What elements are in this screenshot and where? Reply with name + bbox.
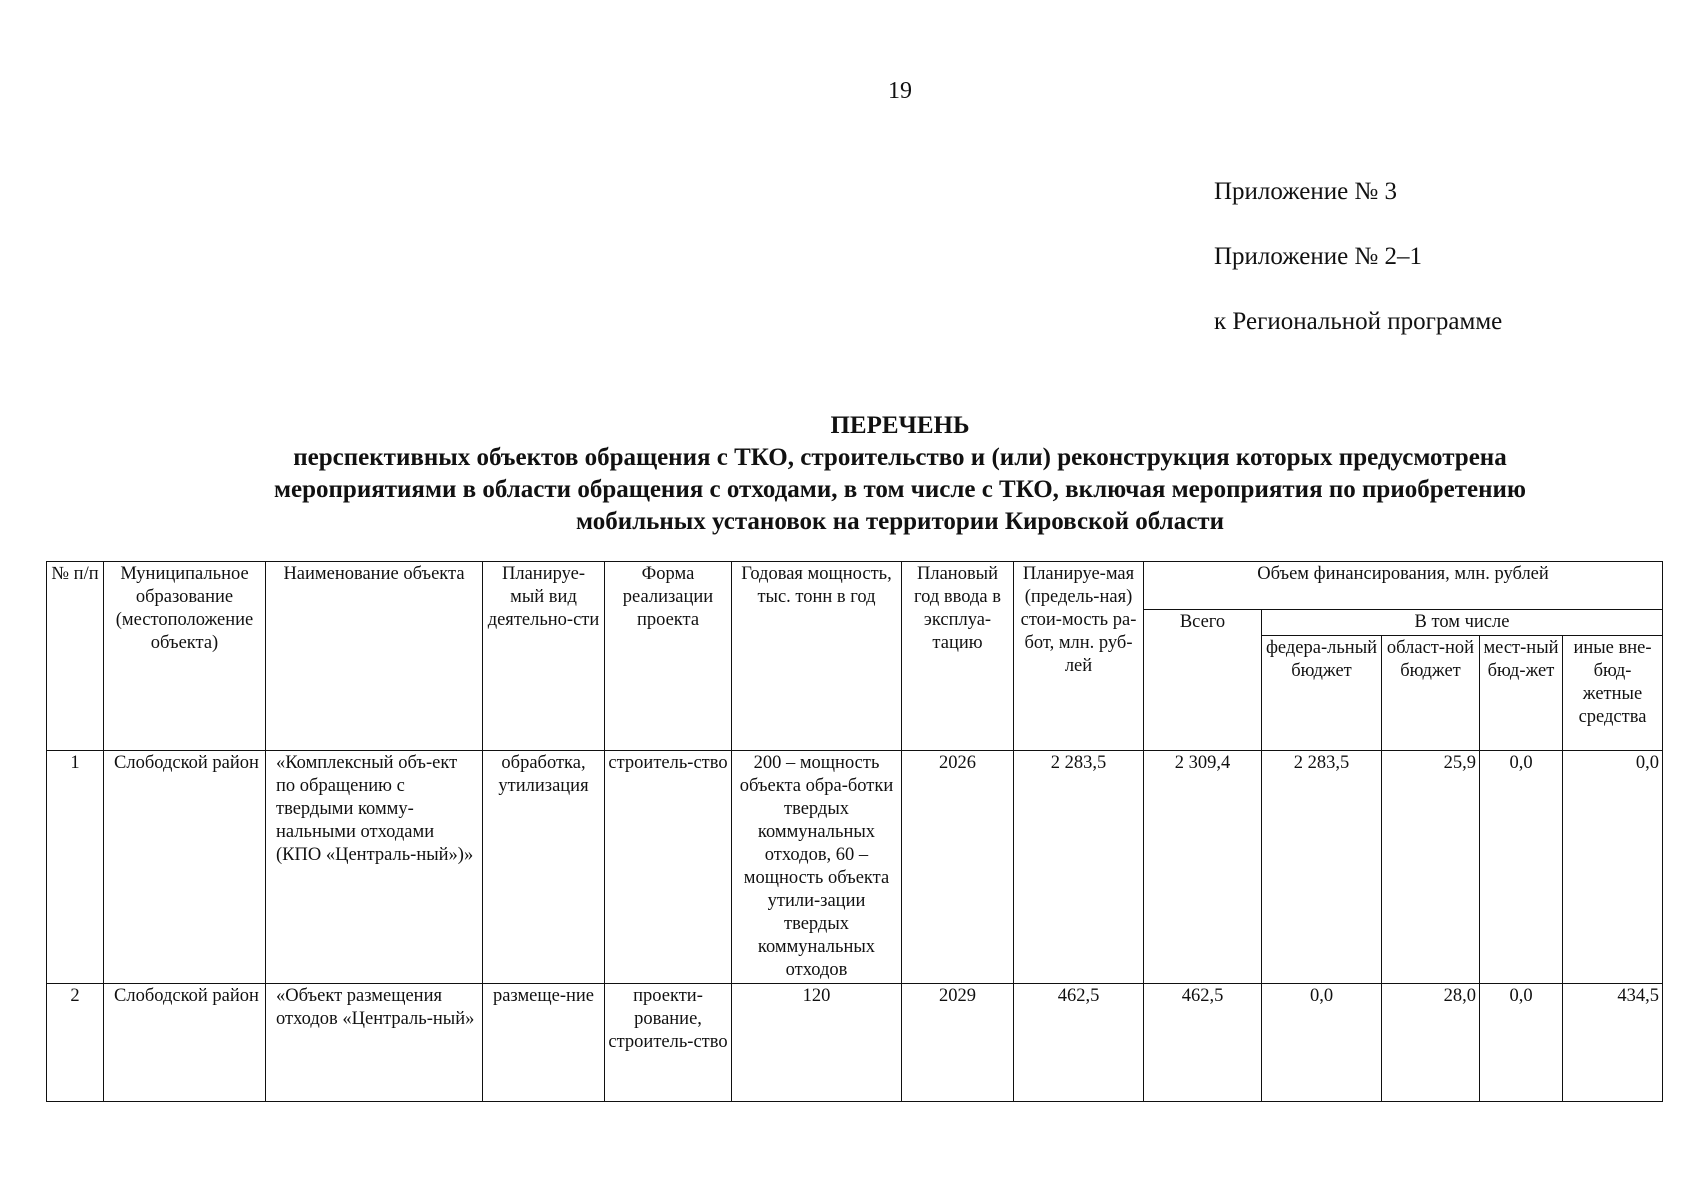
cell-local: 0,0	[1480, 984, 1563, 1102]
header-municipality: Муниципальное образование (местоположение объекта)	[104, 562, 266, 751]
header-federal: федера-льный бюджет	[1262, 636, 1382, 751]
cell-municipality: Слободской район	[104, 751, 266, 984]
cell-total: 2 309,4	[1144, 751, 1262, 984]
table-row	[47, 751, 1663, 984]
header-form: Форма реализации проекта	[605, 562, 732, 751]
document-title	[0, 410, 1695, 538]
header-total: Всего	[1144, 610, 1262, 751]
header-object-name: Наименование объекта	[266, 562, 483, 751]
cell-cost: 462,5	[1014, 984, 1144, 1102]
table-row	[47, 984, 1663, 1102]
cell-local: 0,0	[1480, 751, 1563, 984]
header-year: Плановый год ввода в эксплуа-тацию	[902, 562, 1014, 751]
cell-federal: 2 283,5	[1262, 751, 1382, 984]
cell-capacity: 200 – мощность объекта обра-ботки твердых коммунальных отходов, 60 – мощность объекта утили-зации твердых коммунальных отходов	[732, 751, 902, 984]
cell-year: 2026	[902, 751, 1014, 984]
header-local: мест-ный бюд-жет	[1480, 636, 1563, 751]
cell-municipality: Слободской район	[104, 984, 266, 1102]
title-line-3: мобильных установок на территории Кировской области	[576, 508, 1224, 535]
title-heading: ПЕРЕЧЕНЬ	[830, 412, 970, 439]
cell-num: 2	[47, 984, 104, 1102]
cell-object-name: «Объект размещения отходов «Централь-ный»	[266, 984, 483, 1102]
header-cost: Планируе-мая (предель-ная) стои-мость ра-бот, млн. руб-лей	[1014, 562, 1144, 751]
cell-capacity: 120	[732, 984, 902, 1102]
cell-other: 434,5	[1563, 984, 1663, 1102]
cell-total: 462,5	[1144, 984, 1262, 1102]
title-line-1: перспективных объектов обращения с ТКО, строительство и (или) реконструкция которых предусмотрена	[293, 444, 1507, 471]
cell-cost: 2 283,5	[1014, 751, 1144, 984]
header-capacity: Годовая мощность, тыс. тонн в год	[732, 562, 902, 751]
cell-activity: размеще-ние	[483, 984, 605, 1102]
header-regional: област-ной бюджет	[1382, 636, 1480, 751]
page-number: 19	[888, 78, 912, 104]
appendix-line-3: к Региональной программе	[1214, 308, 1503, 335]
header-including: В том числе	[1262, 610, 1663, 636]
header-activity: Планируе-мый вид деятельно-сти	[483, 562, 605, 751]
cell-object-name: «Комплексный объ-ект по обращению с твердыми комму-нальными отходами (КПО «Централь-ный»)»	[266, 751, 483, 984]
appendix-line-1: Приложение № 3	[1214, 178, 1398, 205]
title-line-2: мероприятиями в области обращения с отходами, в том числе с ТКО, включая мероприятия по приобретению	[273, 476, 1527, 503]
objects-table	[46, 561, 1663, 1102]
appendix-line-2: Приложение № 2–1	[1214, 243, 1423, 270]
cell-num: 1	[47, 751, 104, 984]
header-num: № п/п	[47, 562, 104, 751]
cell-regional: 28,0	[1382, 984, 1480, 1102]
cell-federal: 0,0	[1262, 984, 1382, 1102]
cell-year: 2029	[902, 984, 1014, 1102]
header-other: иные вне-бюд-жетные средства	[1563, 636, 1663, 751]
cell-regional: 25,9	[1382, 751, 1480, 984]
cell-activity: обработка, утилизация	[483, 751, 605, 984]
cell-form: строитель-ство	[605, 751, 732, 984]
cell-form: проекти-рование, строитель-ство	[605, 984, 732, 1102]
cell-other: 0,0	[1563, 751, 1663, 984]
header-financing: Объем финансирования, млн. рублей	[1144, 562, 1663, 610]
